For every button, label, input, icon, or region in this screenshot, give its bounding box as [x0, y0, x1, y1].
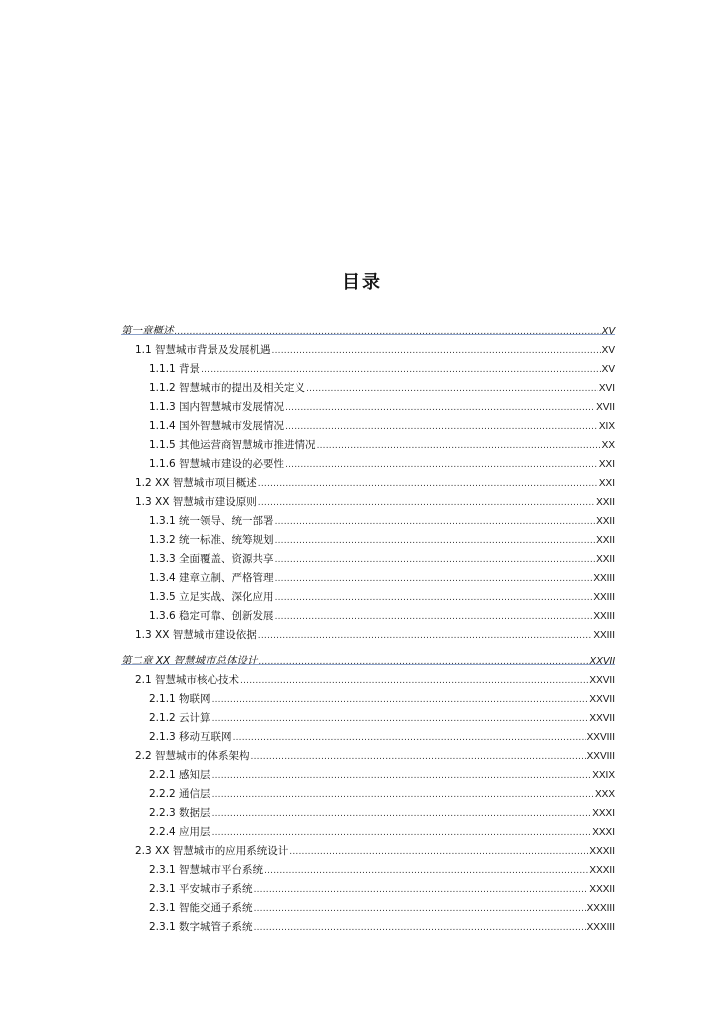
toc-entry[interactable] — [135, 748, 615, 764]
toc-entry[interactable] — [121, 653, 615, 669]
toc-entry-page-number: XXVIII — [586, 751, 615, 762]
toc-entry-label: 1.3 XX 智慧城市建设依据 — [135, 629, 257, 641]
toc-entry-page-number: XXIII — [593, 611, 615, 622]
toc-entry-label: 1.1.4 国外智慧城市发展情况 — [149, 420, 285, 432]
toc-entry[interactable] — [149, 710, 615, 726]
toc-entry-label: 2.3.1 平安城市子系统 — [149, 883, 253, 895]
dot-leader — [272, 342, 601, 359]
toc-entry-page-number: XXXI — [592, 808, 615, 819]
toc-entry[interactable] — [149, 589, 615, 605]
toc-entry-page-number: XXXI — [592, 827, 615, 838]
toc-entry[interactable] — [149, 824, 615, 840]
dot-leader — [254, 919, 586, 936]
dot-leader — [275, 608, 593, 625]
dot-leader — [212, 805, 592, 822]
toc-entry-label: 1.3.2 统一标准、统筹规划 — [149, 534, 274, 546]
toc-entry-page-number: XXIX — [592, 770, 615, 781]
dot-leader — [285, 399, 595, 416]
dot-leader — [275, 532, 596, 549]
toc-entry[interactable] — [149, 691, 615, 707]
toc-entry-page-number: XVI — [598, 383, 615, 394]
toc-entry-label: 2.3.1 智慧城市平台系统 — [149, 864, 264, 876]
toc-entry[interactable] — [135, 843, 615, 859]
toc-entry-label: 1.3.6 稳定可靠、创新发展 — [149, 610, 274, 622]
toc-entry-label: 1.3.5 立足实战、深化应用 — [149, 591, 274, 603]
toc-entry[interactable] — [149, 418, 615, 434]
toc-entry-label: 1.3.1 统一领导、统一部署 — [149, 515, 274, 527]
toc-entry-label: 2.1 智慧城市核心技术 — [135, 674, 240, 686]
toc-entry-label: 1.1.3 国内智慧城市发展情况 — [149, 401, 285, 413]
dot-leader — [201, 361, 601, 378]
toc-entry[interactable] — [149, 437, 615, 453]
toc-entry-page-number: XXI — [598, 459, 615, 470]
dot-leader — [275, 589, 593, 606]
dot-leader — [275, 513, 596, 530]
toc-entry-label: 2.3.1 智能交通子系统 — [149, 902, 253, 914]
dot-leader — [275, 551, 596, 568]
toc-entry-page-number: XX — [601, 440, 615, 451]
toc-entry-page-number: XXII — [596, 554, 615, 565]
toc-entry-label: 1.1 智慧城市背景及发展机遇 — [135, 344, 271, 356]
toc-entry[interactable] — [149, 551, 615, 567]
toc-entry-label: 2.3 XX 智慧城市的应用系统设计 — [135, 845, 289, 857]
toc-entry-label: 2.2 智慧城市的体系架构 — [135, 750, 250, 762]
toc-entry-page-number: XXIII — [593, 573, 615, 584]
toc-entry-page-number: XXVII — [589, 656, 615, 667]
toc-entry-page-number: XXIII — [593, 630, 615, 641]
dot-leader — [264, 862, 588, 879]
toc-entry-page-number: XIX — [598, 421, 615, 432]
dot-leader — [258, 627, 593, 644]
toc-entry[interactable] — [149, 767, 615, 783]
toc-entry[interactable] — [135, 494, 615, 510]
dot-leader — [251, 748, 586, 765]
toc-entry-label: 2.1.1 物联网 — [149, 693, 211, 705]
toc-entry-label: 2.1.3 移动互联网 — [149, 731, 232, 743]
toc-entry-page-number: XXX — [594, 789, 615, 800]
toc-entry-page-number: XXXII — [589, 884, 615, 895]
toc-entry[interactable] — [121, 323, 615, 339]
toc-entry-page-number: XV — [601, 345, 615, 356]
toc-entry-label: 2.2.1 感知层 — [149, 769, 211, 781]
toc-entry-label: 第二章 XX 智慧城市总体设计 — [121, 655, 258, 667]
dot-leader — [240, 672, 588, 689]
dot-leader — [212, 786, 594, 803]
dot-leader — [233, 729, 586, 746]
toc-entry-page-number: XXVII — [589, 713, 615, 724]
toc-entry-label: 1.3.4 建章立制、严格管理 — [149, 572, 274, 584]
toc-entry[interactable] — [135, 627, 615, 643]
toc-entry-page-number: XV — [601, 364, 615, 375]
toc-entry-label: 1.1.6 智慧城市建设的必要性 — [149, 458, 285, 470]
toc-entry-label: 2.2.3 数据层 — [149, 807, 211, 819]
dot-leader — [212, 824, 592, 841]
toc-entry[interactable] — [149, 570, 615, 586]
toc-entry[interactable] — [149, 919, 615, 935]
toc-entry[interactable] — [149, 608, 615, 624]
toc-entry[interactable] — [149, 399, 615, 415]
toc-entry[interactable] — [149, 361, 615, 377]
toc-entry-page-number: XVII — [596, 402, 615, 413]
dot-leader — [258, 475, 598, 492]
dot-leader — [285, 456, 598, 473]
toc-entry[interactable] — [149, 729, 615, 745]
toc-entry[interactable] — [135, 475, 615, 491]
toc-entry-page-number: XXII — [596, 535, 615, 546]
toc-entry-page-number: XXI — [598, 478, 615, 489]
toc-entry-page-number: XXVII — [589, 675, 615, 686]
toc-entry-label: 2.1.2 云计算 — [149, 712, 211, 724]
toc-entry-page-number: XXXII — [589, 865, 615, 876]
dot-leader — [175, 323, 601, 340]
toc-entry[interactable] — [149, 862, 615, 878]
toc-entry[interactable] — [135, 672, 615, 688]
toc-entry-label: 1.3.3 全面覆盖、资源共享 — [149, 553, 274, 565]
toc-entry-page-number: XXVII — [589, 694, 615, 705]
toc-entry-page-number: XXXIII — [586, 903, 615, 914]
dot-leader — [258, 494, 595, 511]
toc-entry[interactable] — [149, 805, 615, 821]
toc-entry-page-number: XXII — [596, 516, 615, 527]
dot-leader — [259, 653, 589, 670]
toc-title: 目录 — [342, 272, 382, 293]
toc-entry[interactable] — [149, 380, 615, 396]
toc-entry-label: 1.2 XX 智慧城市项目概述 — [135, 477, 257, 489]
toc-entry[interactable] — [135, 342, 615, 358]
dot-leader — [212, 710, 589, 727]
dot-leader — [317, 437, 601, 454]
toc-entry-page-number: XXXIII — [586, 922, 615, 933]
toc-entry[interactable] — [149, 456, 615, 472]
dot-leader — [285, 418, 598, 435]
chapter-underline — [121, 664, 615, 665]
toc-entry-page-number: XV — [601, 326, 615, 337]
toc-entry-label: 1.3 XX 智慧城市建设原则 — [135, 496, 257, 508]
dot-leader — [275, 570, 593, 587]
dot-leader — [289, 843, 588, 860]
dot-leader — [254, 900, 586, 917]
dot-leader — [212, 767, 592, 784]
toc-entry-page-number: XXXII — [589, 846, 615, 857]
toc-entry-label: 1.1.1 背景 — [149, 363, 201, 375]
toc-entry-label: 2.2.4 应用层 — [149, 826, 211, 838]
toc-entry-page-number: XXIII — [593, 592, 615, 603]
toc-entry[interactable] — [149, 900, 615, 916]
dot-leader — [254, 881, 589, 898]
toc-entry-label: 1.1.5 其他运营商智慧城市推进情况 — [149, 439, 316, 451]
toc-entry-page-number: XXVIII — [586, 732, 615, 743]
toc-entry-page-number: XXII — [596, 497, 615, 508]
chapter-underline — [121, 334, 615, 335]
toc-entry[interactable] — [149, 532, 615, 548]
toc-entry[interactable] — [149, 513, 615, 529]
toc-entry-label: 2.2.2 通信层 — [149, 788, 211, 800]
dot-leader — [306, 380, 598, 397]
toc-entry[interactable] — [149, 786, 615, 802]
toc-entry[interactable] — [149, 881, 615, 897]
dot-leader — [212, 691, 589, 708]
toc-entry-label: 2.3.1 数字城管子系统 — [149, 921, 253, 933]
toc-entry-label: 第一章概述 — [121, 325, 174, 337]
toc-entry-label: 1.1.2 智慧城市的提出及相关定义 — [149, 382, 306, 394]
